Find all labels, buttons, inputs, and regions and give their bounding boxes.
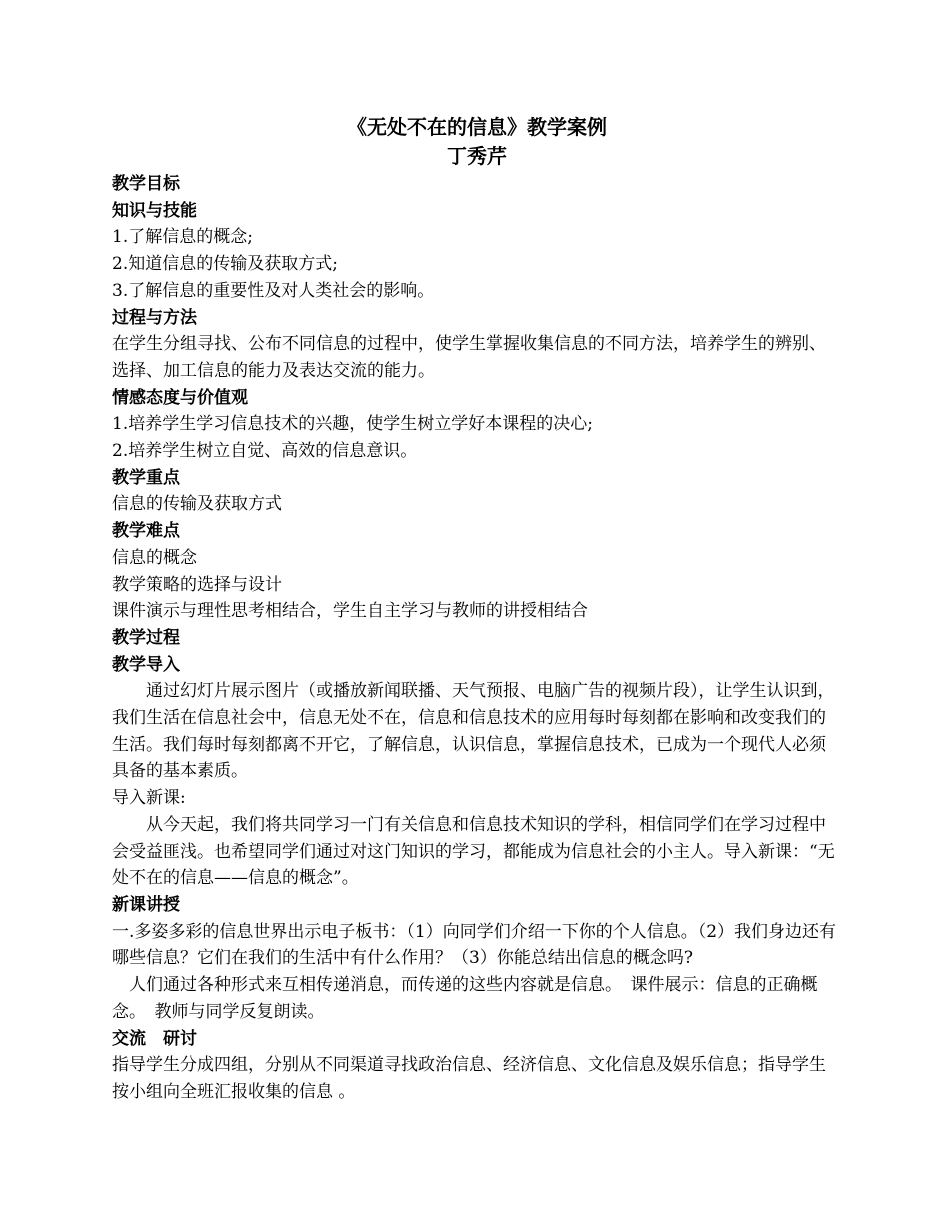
paragraph: 在学生分组寻找、公布不同信息的过程中，使学生掌握收集信息的不同方法，培养学生的辨别、选择、加工信息的能力及表达交流的能力。	[112, 334, 826, 381]
section-heading: 教学目标	[112, 174, 180, 194]
section-heading: 教学过程	[112, 627, 180, 648]
document-body	[112, 113, 842, 1106]
section-heading: 教学重点	[112, 467, 180, 488]
section-heading: 新课讲授	[112, 894, 180, 915]
section-heading: 教学导入	[112, 654, 180, 675]
paragraph: 信息的传输及获取方式	[112, 494, 282, 515]
document-author: 丁秀芹	[447, 144, 507, 168]
paragraph: 人们通过各种形式来互相传递消息，而传递的这些内容就是信息。 课件展示：信息的正确概念。 教师与同学反复朗读。	[112, 975, 818, 1022]
paragraph: 2.知道信息的传输及获取方式;	[112, 254, 338, 275]
paragraph: 通过幻灯片展示图片（或播放新闻联播、天气预报、电脑广告的视频片段），让学生认识到，我们生活在信息社会中，信息无处不在，信息和信息技术的应用每时每刻都在影响和改变我们的生活。我们每时每刻都离不开它，了解信息，认识信息，掌握信息技术，已成为一个现代人必须具备的基本素质。	[112, 681, 835, 782]
paragraph: 教学策略的选择与设计	[112, 574, 282, 595]
paragraph: 课件演示与理性思考相结合，学生自主学习与教师的讲授相结合	[112, 601, 588, 622]
paragraph: 导入新课:	[112, 788, 186, 809]
paragraph: 1.了解信息的概念;	[112, 227, 253, 248]
document-title: 《无处不在的信息》教学案例	[347, 115, 607, 139]
paragraph: 从今天起，我们将共同学习一门有关信息和信息技术知识的学科，相信同学们在学习过程中会受益匪浅。也希望同学们通过对这门知识的学习，都能成为信息社会的小主人。导入新课：“无处不在的信息——信息的概念”。	[112, 814, 835, 889]
section-heading: 情感态度与价值观	[112, 387, 248, 408]
paragraph: 1.培养学生学习信息技术的兴趣，使学生树立学好本课程的决心;	[112, 414, 593, 435]
section-heading: 教学难点	[112, 521, 180, 542]
section-heading: 知识与技能	[112, 200, 197, 221]
section-heading: 交流 研讨	[112, 1028, 197, 1049]
section-heading: 过程与方法	[112, 307, 197, 328]
paragraph: 2.培养学生树立自觉、高效的信息意识。	[112, 441, 418, 462]
paragraph: 信息的概念	[112, 547, 197, 568]
paragraph: 指导学生分成四组，分别从不同渠道寻找政治信息、经济信息、文化信息及娱乐信息；指导学生按小组向全班汇报收集的信息 。	[112, 1055, 826, 1102]
paragraph: 一.多姿多彩的信息世界出示电子板书：（1）向同学们介绍一下你的个人信息。（2）我们身边还有哪些信息？它们在我们的生活中有什么作用？（3）你能总结出信息的概念吗?	[112, 921, 837, 969]
paragraph: 3.了解信息的重要性及对人类社会的影响。	[112, 280, 435, 301]
